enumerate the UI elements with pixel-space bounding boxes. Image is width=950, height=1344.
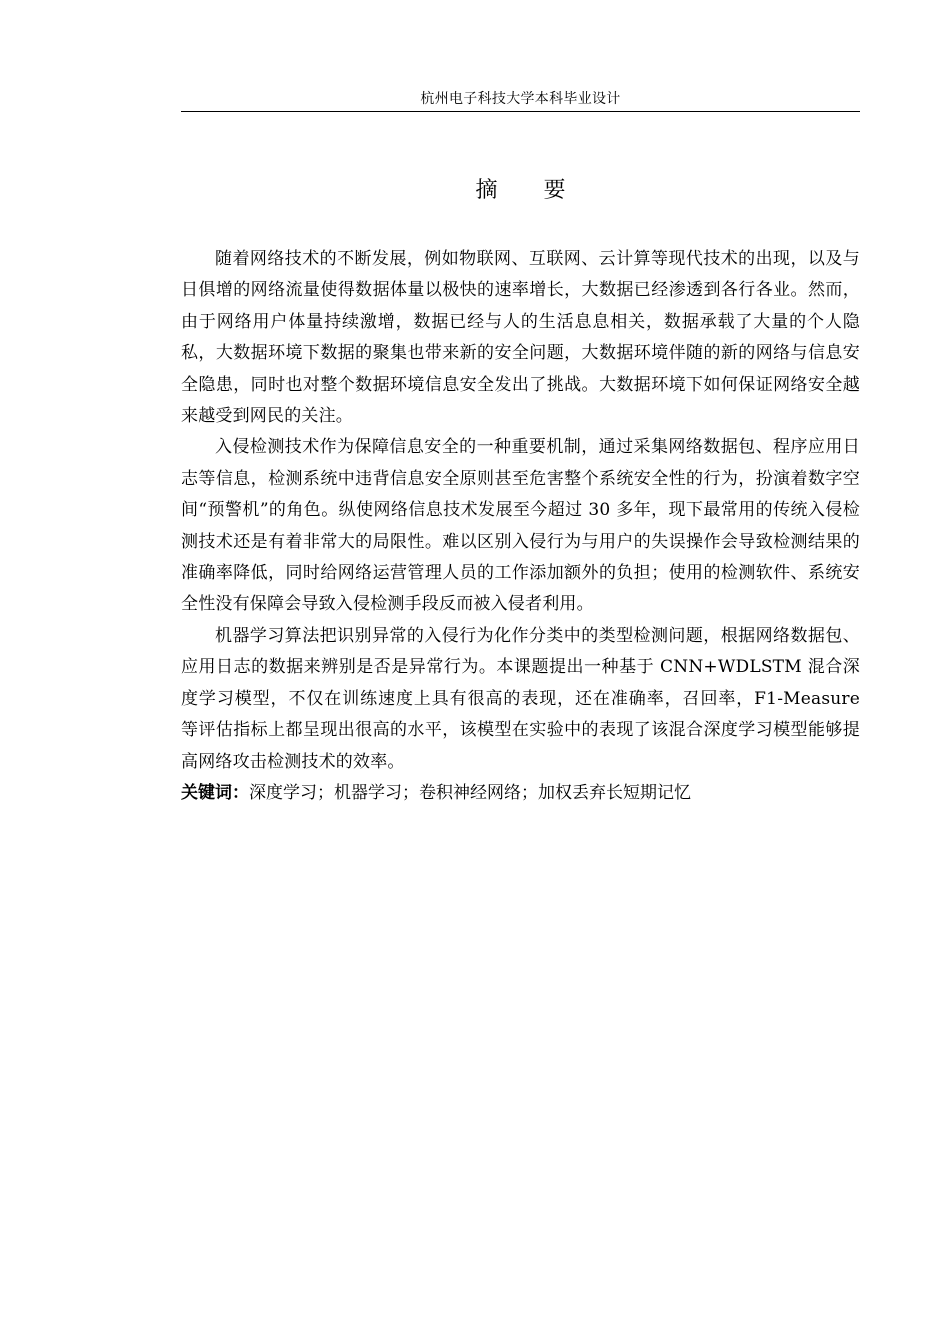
- abstract-title-char-2: 要: [543, 178, 566, 203]
- abstract-body: [181, 244, 860, 809]
- abstract-paragraph-2: 入侵检测技术作为保障信息安全的一种重要机制，通过采集网络数据包、程序应用日志等信息，检测系统中违背信息安全原则甚至危害整个系统安全性的行为，扮演着数字空间“预警机”的角色。纵使网络信息技术发展至今超过 30 多年，现下最常用的传统入侵检测技术还是有着非常大的局限性。难以区别入侵行为与用户的失误操作会导致检测结果的准确率降低，同时给网络运营管理人员的工作添加额外的负担；使用的检测软件、系统安全性没有保障会导致入侵检测手段反而被入侵者利用。: [181, 437, 860, 615]
- abstract-title-char-1: 摘: [475, 178, 498, 203]
- abstract-paragraph-3: 机器学习算法把识别异常的入侵行为化作分类中的类型检测问题，根据网络数据包、应用日志的数据来辨别是否是异常行为。本课题提出一种基于 CNN+WDLSTM 混合深度学习模型，不仅在训练速度上具有很高的表现，还在准确率，召回率，F1-Measure 等评估指标上都呈现出很高的水平，该模型在实验中的表现了该混合深度学习模型能够提高网络攻击检测技术的效率。: [181, 625, 860, 772]
- keywords-line: [181, 778, 860, 809]
- keywords-value: 深度学习；机器学习；卷积神经网络；加权丢弃长短期记忆: [249, 782, 691, 803]
- page-header: 杭州电子科技大学本科毕业设计: [181, 88, 860, 112]
- keywords-label: 关键词：: [181, 782, 249, 803]
- abstract-paragraph-1: 随着网络技术的不断发展，例如物联网、互联网、云计算等现代技术的出现，以及与日俱增的网络流量使得数据体量以极快的速率增长，大数据已经渗透到各行各业。然而，由于网络用户体量持续激增，数据已经与人的生活息息相关，数据承载了大量的个人隐私，大数据环境下数据的聚集也带来新的安全问题，大数据环境伴随的新的网络与信息安全隐患，同时也对整个数据环境信息安全发出了挑战。大数据环境下如何保证网络安全越来越受到网民的关注。: [181, 249, 860, 427]
- abstract-title: [181, 174, 860, 208]
